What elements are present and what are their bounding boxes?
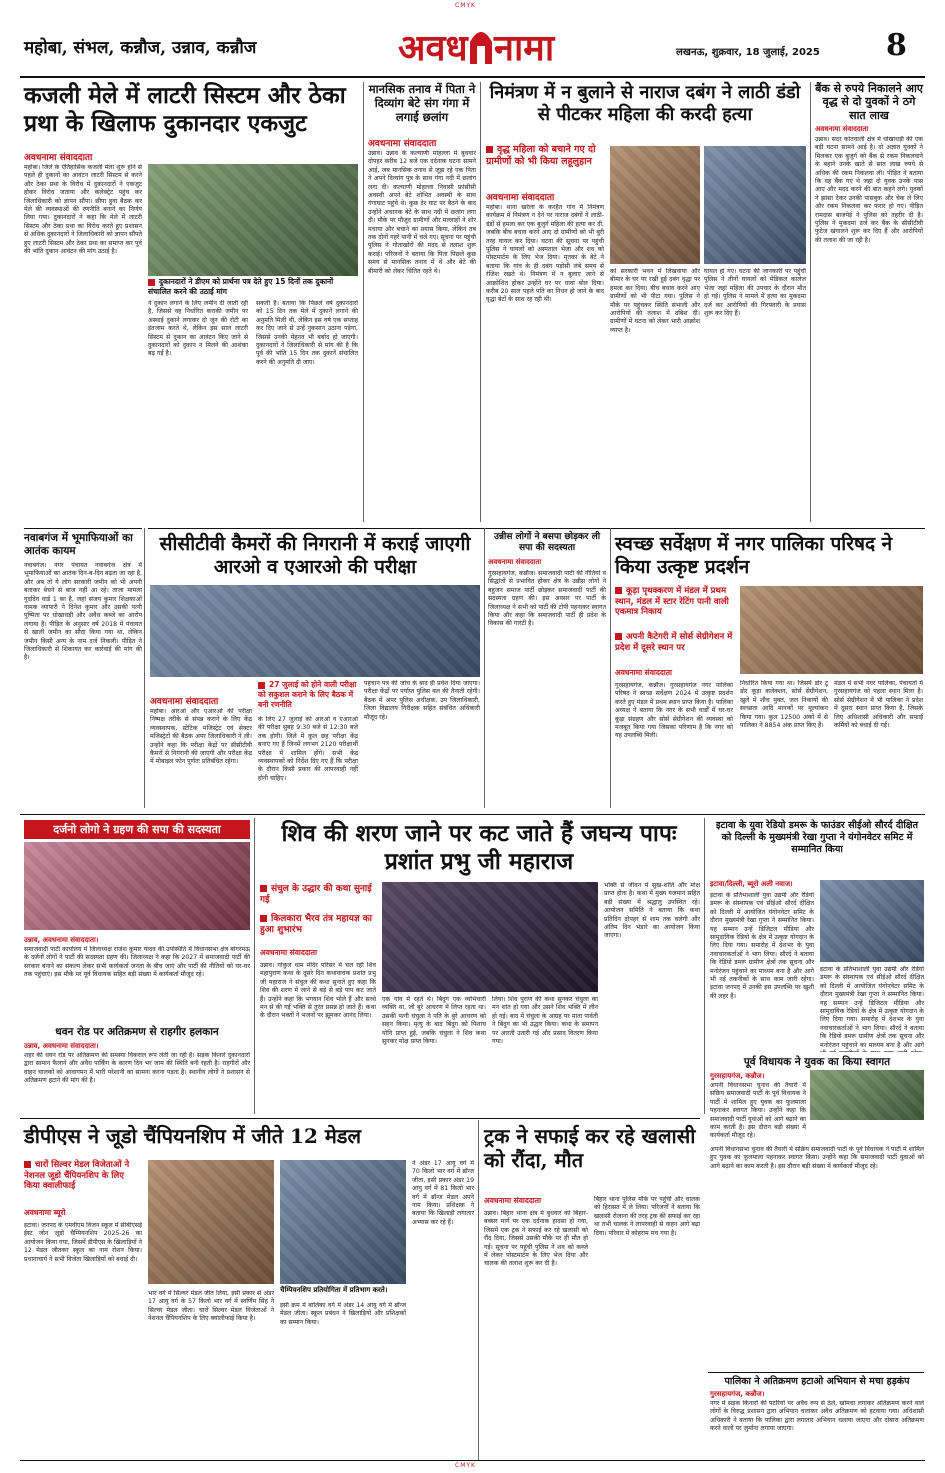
etawah-body-2: अपनी विधानसभा चुनाव की तैयारी में सक्रिय समाजवादी पार्टी के पूर्व विधायक ने पार्टी में शामिल हुए युवक का फूलमाला पहनाकर स्वागत किया। उन्होंने कहा कि समाजवादी पार्टी युवाओं को आगे बढ़ाने का काम करती है। इस दौरान बड़ी संख्या में कार्यकर्ता मौजूद रहे। — [710, 1082, 806, 1140]
sapa-body: समाजवादी पार्टी कार्यालय में जिलाध्यक्ष राजेश कुमार यादव की उपस्थिति में विधानसभा क्षेत्र बांगरमऊ के दर्जनों लोगों ने पार्टी की सदस्यता ग्रहण की। जिलाध्यक्ष ने कहा कि 2027 में समाजवादी पार्टी की सरकार बनाने का संकल्प लेकर सभी कार्यकर्ता जनता के बीच जाएं और पार्टी की नीतियों को घर-घर तक पहुंचाएं। इस मौके पर पूर्व विधायक सहित बड़ी संख्या में कार्यकर्ता मौजूद रहे। — [24, 946, 250, 979]
cctv-byline: अवधनामा संवाददाता — [150, 697, 219, 707]
nawabganj-subhead: नवाबगंज में भूमाफियाओं का आतंक कायम — [24, 532, 133, 558]
kajali-byline: अवधनामा संवाददाता — [24, 153, 93, 163]
rule-3 — [20, 814, 925, 815]
kajali-caption: दुकानदारों ने डीएम को प्रार्थना पत्र देते हुए 15 दिनों तक दुकानों संचालित करने की उठाई मांग — [148, 277, 358, 297]
bank-body: उन्नाव। सदर कोतवाली क्षेत्र में धोखाधड़ी की एक बड़ी घटना सामने आई है। दो अज्ञात युवकों ने मिलकर एक बुजुर्ग को बैंक से रकम निकलवाने के बहाने उनके खाते से सात लाख रुपये से अधिक की रकम निकलवा ली। पीड़ित ने बताया कि वह बैंक गए थे जहां दो युवक उनके पास आए और मदद करने की बात कहने लगे। युवकों ने झांसा देकर उनकी पासबुक और चेक ले लिए और रकम निकलवा कर फरार हो गए। पीड़ित रामदास बाजपेई ने पुलिस को तहरीर दी है। पुलिस ने मुकदमा दर्ज कर बैंक के सीसीटीवी फुटेज खंगालने शुरू कर दिए हैं और आरोपियों की तलाश की जा रही है। — [815, 136, 923, 244]
shiv-kicker-1: संचुल के उद्धार की कथा सुनाई गई — [260, 884, 372, 906]
dateline: लखनऊ, शुक्रवार, 18 जुलाई, 2025 — [676, 47, 820, 58]
truck-byline: अवधनामा संवाददाता — [484, 1196, 541, 1205]
logo-text-left: अवध — [398, 27, 468, 69]
col-divider-1 — [363, 82, 364, 522]
etawah-body-2-cont: अपनी विधानसभा चुनाव की तैयारी में सक्रिय समाजवादी पार्टी के पूर्व विधायक ने पार्टी में शामिल हुए युवक का फूलमाला पहनाकर स्वागत किया। उन्होंने कहा कि समाजवादी पार्टी युवाओं को आगे बढ़ाने का काम करती है। इस दौरान बड़ी संख्या में कार्यकर्ता मौजूद रहे। — [710, 1146, 924, 1170]
dps-body: इटावा। जनपद के एमवीएम विजन स्कूल में सीबीएसई ईस्ट जोन जूडो चैम्पियनशिप 2025-26 का आयोजन किया गया, जिसमें डीपीएस के खिलाड़ियों ने 12 मेडल जीतकर स्कूल का नाम रोशन किया। प्रधानाचार्य ने सभी विजेता खिलाड़ियों को बधाई दी। — [24, 1222, 142, 1263]
dps-kicker: चारों सिल्वर मेडल विजेताओं ने नेशनल जूडो चैंपियनशिप के लिए किया क्वालीफाई — [24, 1160, 130, 1192]
ganga-headline: मानसिक तनाव में पिता ने दिव्यांग बेटे संग गंगा में लगाई छलांग — [368, 82, 476, 125]
swachh-body-3: मंडल में सभी नगर पालिका, पंचायतों में गुरसहायगंज को पहला स्थान मिला है। सोर्स सेग्रीगेशन में भी पालिका ने प्रदेश में दूसरा स्थान प्राप्त किया है, जिसके लिए अधिशासी अधिकारी और सफाई कर्मियों को बधाई दी गई। — [834, 680, 923, 730]
sapa-photo — [24, 842, 250, 930]
newspaper-logo — [398, 22, 568, 68]
palika-byline: गुरसहायगंज, कन्नौज। — [710, 1390, 765, 1398]
swachh-kicker-1: कूड़ा पृथक्करण में मंडल में प्रथम स्थान, मंडल में स्टार रेटिंग पानी वाली एकमात्र निकाय — [615, 586, 729, 618]
swachh-photo — [740, 586, 923, 674]
cctv-photo — [150, 585, 480, 677]
dps-photo-2 — [280, 1160, 406, 1284]
masthead — [20, 14, 925, 74]
shiv-body-2: एक गांव में रहते थे। बिंदुग एक व्यभिचारी व्यक्ति था, जो बुरे आचरण में लिप्त रहता था। उसकी पत्नी चंचुला ने पति के बुरे आचरण को सहन किया। मृत्यु के बाद बिंदुग को पिशाच योनि प्राप्त हुई, जबकि चंचुला ने शिव कथा सुनकर मोक्ष प्राप्त किया। — [382, 996, 486, 1046]
sapa-band: दर्जनो लोगो ने ग्रहण की सपा की सदस्यता — [24, 820, 250, 839]
rule-2 — [148, 528, 925, 529]
shiv-body-4: भक्ति से जीवन में सुख-शांति और मोक्ष प्राप्त होता है। कथा में मुख्य यजमान सहित बड़ी संख्या में श्रद्धालु उपस्थित रहे। आयोजन समिति ने बताया कि कथा प्रतिदिन दोपहर से शाम तक चलेगी और अंतिम दिन भंडारे का आयोजन किया जाएगा। — [604, 882, 700, 940]
truck-headline: ट्रक ने सफाई कर रहे खलासी को रौंदा, मौत — [484, 1124, 696, 1173]
footer-rule — [20, 1460, 925, 1461]
palika-headline: पालिका ने अतिक्रमण हटाओ अभियान से मचा हड़कंप — [724, 1376, 910, 1387]
kajali-body-2: ने दुकान लगाने के लिए जमीन दी जाती रही है, जिससे वह निर्धारित कराकी जमीन पर अस्थाई दुकाने लगाकर दो जून की रोटी का इंतजाम करते थे, लेकिन इस साल लाटरी सिस्टम से दुकान का आवंटन किए जाने से दुकानदारों को दुकान न मिलने की आशंका बढ़ गई है। — [148, 300, 248, 358]
nimantran-photo-victim — [610, 146, 700, 264]
col-divider-3 — [810, 82, 811, 522]
dps-body-2: भार वर्ग में सिल्वर मेडल जीत लिया, इसी प्रकार से अंडर 17 आयु वर्ग के 57 किलो भार वर्ग में स्वर्णिम सिंह ने सिल्वर मेडल जीता। चारों सिल्वर मेडल विजेताओं ने नेशनल चैंपियनशिप के लिए क्वालीफाई किया है। — [148, 1290, 274, 1323]
etawah-byline-2: गुरसहायगंज, कन्नौज। — [710, 1072, 765, 1080]
dps-photo-1 — [148, 1160, 274, 1284]
kajali-photo — [148, 164, 358, 276]
col-divider-2 — [480, 82, 481, 522]
logo-text-right: नामा — [494, 27, 555, 69]
ganga-byline: अवधनामा संवाददाता — [368, 139, 437, 149]
swachh-body-2: निर्धारित किया गया था। जिसमें डोर टू डोर कूड़ा कलेक्शन, सोर्स सेग्रीगेशन, खुले में शौच मुक्त, जल निकायों की स्वच्छता आदि मानकों पर मूल्यांकन किया गया। कुल 12500 अंकों में से पालिका ने 8854 अंक प्राप्त किए हैं। — [740, 680, 828, 730]
col-divider-4 — [144, 528, 145, 808]
sapa-byline: उन्नाव, अवधनामा संवाददाता। — [24, 936, 99, 944]
etawah-photo — [820, 880, 924, 962]
nimantran-photo-police — [704, 146, 806, 264]
dps-caption: चैम्पियनशिप प्रतियोगिता में प्रतिभाग करते। — [280, 1286, 406, 1295]
shiv-byline: अवधनामा संवाददाता — [260, 948, 317, 957]
logo-dome-icon — [468, 24, 494, 64]
registration-mark-top: CMYK — [455, 2, 476, 9]
nimantran-kicker: वृद्ध महिला को बचाने गए दो ग्रामीणों को भी किया लहूलुहान — [486, 144, 596, 167]
nimantran-body-2: को सरकारी भवन में लिखवाया और बीमार के घर पर रखी हुई दबंग वृद्धा पर हमला कर दिया। बीच बचाव करने आए ग्रामीणों को भी पीटा गया। पुलिस ने मौके पर पहुंचकर स्थिति संभाली और आरोपियों की तलाश में दबिश दी। ग्रामीणों में घटना को लेकर भारी आक्रोश व्याप्त है। — [610, 268, 700, 334]
kajali-body-3: सकती है। बताया कि पिछले वर्ष दुकानदारों को 15 दिन तक मेले में दुकानें लगाने की अनुमति मिली थी, लेकिन इस वर्ष एक सप्ताह कर दिए जाने से उन्हें नुकसान उठाना पड़ेगा, जिससे उनकी मेहनत भी बर्बाद हो जाएगी। दुकानदारों ने जिलाधिकारी से मांग की है कि पूर्व की भांति 15 दिन तक दुकानें संचालित करने की अनुमति दी जाए। — [256, 300, 358, 366]
palika-body: नगर में सड़क किनारों की पटरियों पर अवैध रूप से ठेले, खोमचा लगाकर अतिक्रमण करने वाले लोगों के विरुद्ध प्रशासन द्वारा अभियान चलाकर अवैध अतिक्रमण को हटवाया गया। अधिशासी अधिकारी ने बताया कि पालिका द्वारा लगातार अभियान चलाया जाएगा और दोबारा अतिक्रमण करने वालों पर जुर्माना लगाया जाएगा। — [710, 1400, 924, 1433]
swachh-body: गुरसहायगंज, कन्नौज। गुरसहायगंज नगर पालिका परिषद ने स्वच्छ सर्वेक्षण 2024 में उत्कृष्ट प्रदर्शन करते हुए मंडल में प्रथम स्थान प्राप्त किया है। पालिका अध्यक्ष ने बताया कि नगर के सभी वार्डों में घर-घर कूड़ा संग्रहण और सोर्स सेग्रीगेशन की व्यवस्था को मजबूत किया गया जिसका परिणाम है कि नगर को यह उपलब्धि मिली। — [615, 682, 733, 740]
nimantran-headline: निमंत्रण में न बुलाने से नाराज दबंग ने लाठी डंडो से पीटकर महिला की करदी हत्या — [489, 82, 801, 125]
page-number: 8 — [886, 28, 907, 63]
ganga-body: उन्नाव। उन्नाव के कल्याणी मोहल्ला में बुधवार दोपहर करीब 12 बजे एक दर्दनाक घटना सामने आई, जब मानसिक तनाव से जूझ रहे एक पिता ने अपने दिव्यांग पुत्र के साथ गंगा नदी में छलांग लगा दी। कल्याणी मोहल्ला निवासी फ्रांसीसी अवस्थी अपने बेटे शोभित अवस्थी के साथ गंगाघाट पहुंचे थे। कुछ देर घाट पर बैठने के बाद उन्होंने अचानक बेटे के साथ नदी में छलांग लगा दी। मौके पर मौजूद ग्रामीणों और मल्लाहों ने शोर मचाया और बचाने का प्रयास किया, लेकिन तब तक दोनों गहरे पानी में चले गए। सूचना पर पहुंची पुलिस ने गोताखोरों की मदद से तलाश शुरू कराई। परिजनों ने बताया कि पिता पिछले कुछ समय से मानसिक तनाव में थे और बेटे की बीमारी को लेकर चिंतित रहते थे। — [368, 150, 476, 275]
dps-body-3: इसी क्रम में बालिका वर्ग में अंडर 14 आयु वर्ग में ब्रॉन्ज मेडल जीता। स्कूल प्रबंधन ने खिलाड़ियों और प्रशिक्षकों का सम्मान किया। — [280, 1302, 406, 1326]
shiv-headline: शिव की शरण जाने पर कट जाते हैं जघन्य पापः प्रशांत प्रभु जी महाराज — [281, 820, 677, 876]
etawah-photo-2 — [810, 1070, 924, 1120]
cctv-body-2: के लिए 27 जुलाई को आरओ व एआरओ की परीक्षा सुबह 9:30 बजे से 12:30 बजे तक होगी। जिले में कुल छह परीक्षा केंद्र बनाए गए हैं जिनमें लगभग 2120 परीक्षार्थी परीक्षा में शामिल होंगे। सभी केंद्र व्यवस्थापकों को निर्देश दिए गए हैं कि परीक्षा के दौरान किसी प्रकार की लापरवाही नहीं होनी चाहिए। — [258, 716, 358, 782]
shiv-body-3: लिया। शिव पुराण की कथा सुनकर चंचुला का मन शांत हो गया और उसने शिव भक्ति में लीन हो गई। बाद में चंचुला के आग्रह पर माता पार्वती ने बिंदुग का भी उद्धार किया। कथा के समापन पर आरती उतारी गई और प्रसाद वितरण किया गया। — [492, 996, 598, 1046]
shiv-body: उन्नाव। गोकुल धाम मंदिर परिसर में चल रही शिव महापुराण कथा के दूसरे दिन कथावाचक प्रशांत प्रभु जी महाराज ने संचुल की कथा सुनाते हुए कहा कि शिव की शरण में जाने से बड़े से बड़े पाप कट जाते हैं। उन्होंने कहा कि भगवान शिव भोले हैं और सच्चे मन से की गई भक्ति से तुरंत प्रसन्न हो जाते हैं। कथा के दौरान भक्तों ने भजनों पर झूमकर आनंद लिया। — [260, 962, 376, 1020]
rule-1 — [24, 528, 142, 529]
unnao-sp-body: गुरसहायगंज, कन्नौज। समाजवादी पार्टी की नीतियों व सिद्धांतों से प्रभावित होकर क्षेत्र के उन्नीस लोगों ने बहुजन समाज पार्टी छोड़कर समाजवादी पार्टी की सदस्यता ग्रहण की। इस अवसर पर पार्टी के जिलाध्यक्ष ने सभी को पार्टी की टोपी पहनाकर स्वागत किया और कहा कि समाजवादी पार्टी ही प्रदेश के विकास की गारंटी है। — [488, 570, 606, 628]
bank-headline: बैंक से रुपये निकालने आए वृद्ध से दो युवकों ने ठगे सात लाख — [815, 82, 923, 122]
etawah-byline: इटावा/दिल्ली, ब्यूरो अली नवाज। — [710, 880, 793, 888]
district-list: महोबा, संभल, कन्नौज, उन्नाव, कन्नौज — [24, 38, 257, 58]
kajali-headline: कजली मेले में लाटरी सिस्टम और ठेका प्रथा के खिलाफ दुकानदार एकजुट — [24, 82, 346, 138]
unnao-sp-headline: उन्नीस लोगों ने बसपा छोड़कर ली सपा की सदस्यता — [493, 532, 601, 554]
dhavan-subhead: धवन रोड पर अतिक्रमण से राहगीर हलकान — [55, 1026, 219, 1038]
swachh-byline: अवधनामा संवाददाता — [615, 668, 672, 677]
swachh-headline: स्वच्छ सर्वेक्षण में नगर पालिका परिषद ने किया उत्कृष्ट प्रदर्शन — [615, 533, 893, 579]
shiv-photo — [382, 882, 598, 992]
cctv-body: महोबा। आरओ और एआरओ की परीक्षा निष्पक्ष तरीके से संपन्न कराने के लिए केंद्र व्यवस्थापक, स्टेटिक मजिस्ट्रेट एवं सेक्टर मजिस्ट्रेटों की बैठक अपर जिलाधिकारी ने ली। उन्होंने कहा कि परीक्षा केंद्रों पर सीसीटीवी कैमरों से निगरानी की जाएगी और परीक्षा केंद्र में मोबाइल फोन पूर्णतः प्रतिबंधित रहेगा। — [150, 708, 252, 766]
cctv-body-3: पहचान पत्र की जांच के बाद ही प्रवेश दिया जाएगा। परीक्षा केंद्रों पर पर्याप्त पुलिस बल की तैनाती रहेगी। बैठक में अपर पुलिस अधीक्षक, उप जिलाधिकारी, जिला विद्यालय निरीक्षक सहित संबंधित अधिकारी मौजूद रहे। — [364, 680, 480, 721]
swachh-kicker-2: अपनी कैटेगरी में सोर्स सेग्रीगेशन में प्रदेश में दूसरे स्थान पर — [615, 632, 733, 653]
dps-body-4: ने अंडर 17 आयु वर्ग में 70 किलो भार वर्ग में ब्रॉन्ज जीता, इसी प्रकार अंडर 19 आयु वर्ग में 81 किलो भार वर्ग में ब्रॉन्ज मेडल अपने नाम किया। प्रशिक्षक ने बताया कि खिलाड़ी लगातार अभ्यास कर रहे हैं। — [412, 1160, 474, 1226]
masthead-rule — [20, 76, 925, 78]
shiv-kicker-2: किलकारा भैरव तंत्र महायज्ञ का हुआ शुभारंभ — [260, 914, 372, 936]
dps-headline: डीपीएस ने जूडो चैंपियनशिप में जीते 12 मेडल — [24, 1124, 362, 1148]
nawabganj-body: नवाबगंज। नगर पंचायत नवाबगंज क्षेत्र में भूमाफियाओं का आतंक दिन-ब-दिन बढ़ता जा रहा है, और अब तो ये लोग सरकारी जमीन को भी अपनी बताकर बेचने से बाज नहीं आ रहे। ताजा मामला गुर्दादेव वार्ड 1 का है, जहां संजय कुमार शिक्षकाओं नामक व्यापारी ने दिनेश कुमार और उसकी पत्नी पुष्पिता पर धोखाधड़ी और अवैध कब्जे का आरोप लगाया है। पीड़ित के अनुसार वर्ष 2018 में पंचायत से खाली जमीन का सौदा किया गया था, लेकिन जमीन किसी अन्य के नाम दर्ज निकली। पीड़ित ने जिलाधिकारी से शिकायत कर कार्रवाई की मांग की है। — [24, 562, 142, 662]
cctv-caption: 27 जुलाई को होने वाली परीक्षा को सकुशल कराने के लिए बैठक में बनी रणनीति — [258, 680, 357, 709]
truck-body-2: बिहार थाना पुलिस मौके पर पहुंची और चालक को हिरासत में ले लिया। परिजनों ने बताया कि खलासी रोजाना की तरह ट्रक की सफाई कर रहा था तभी चालक ने लापरवाही से वाहन आगे बढ़ा दिया। परिवार में कोहराम मच गया है। — [594, 1196, 700, 1237]
unnao-sp-byline: अवधनामा संवाददाता — [488, 558, 542, 566]
dhavan-byline: उन्नाव, अवधनामा संवाददाता। — [24, 1042, 99, 1050]
col-divider-6 — [610, 528, 611, 808]
bank-byline: अवधनामा संवाददाता — [815, 125, 869, 133]
dhavan-body: शहर की धवन रोड पर अतिक्रमण की समस्या विकराल रूप लेती जा रही है। सड़क किनारे दुकानदारों द्वारा सामान फैलाने और अवैध पार्किंग के कारण दिन भर जाम की स्थिति बनी रहती है। राहगीरों और वाहन चालकों को आवागमन में भारी परेशानी का सामना करना पड़ता है। स्थानीय लोगों ने प्रशासन से अतिक्रमण हटाने की मांग की है। — [24, 1052, 250, 1085]
dps-byline: अवधनामा ब्यूरो — [24, 1208, 66, 1217]
col-divider-7 — [254, 818, 255, 1114]
truck-body: उन्नाव। बिहार थाना क्षेत्र में बुधवार को बिहार-बक्सर मार्ग पर एक दर्दनाक हादसा हो गया, जिसमें एक ट्रक ने सफाई कर रहे खलासी को रौंद दिया, जिससे उसकी मौके पर ही मौत हो गई। सूचना पर पहुंची पुलिस ने शव को कब्जे में लेकर पोस्टमार्टम के लिए भेज दिया और चालक की तलाश शुरू कर दी है। — [484, 1210, 588, 1268]
nimantran-byline: अवधनामा संवाददाता — [486, 193, 555, 203]
col-divider-8 — [704, 818, 705, 1114]
kajali-body: महोबा। जिले के ऐतिहासिक कजली मेला शुरू होने से पहले ही दुकानों का आवंटन लाटरी सिस्टम से करने और ठेका प्रथा के विरोध में दुकानदारों ने एकजुट होकर विरोध जताया और कलेक्ट्रेट पहुंच कर जिलाधिकारी को ज्ञापन सौंपा। छीपा हुवा बैठक कर मेले की व्यवस्थाओं की रणनीति बनाने का निर्णय लिया गया। दुकानदारों ने कहा कि मेले में लाटरी सिस्टम और ठेका प्रथा का विरोध करते हुए प्रशासन से अधिक दुकानदारों ने जिलाधिकारी को ज्ञापन सौंपते हुए लाटरी सिस्टम और ठेका प्रथा का समाप्त कर पूर्व की भांति दुकान आवंटन की मांग उठाई है। — [24, 164, 142, 256]
etawah-body: इटावा के प्रतिभाशाली युवा उद्यमी और रेडियो डमरू के संस्थापक एवं सीईओ सौरर्द दीक्षित को दिल्ली में आयोजित यंगोनवेटर समिट के दौरान मुख्यमंत्री रेखा गुप्ता ने सम्मानित किया। यह सम्मान उन्हें डिजिटल मीडिया और सामुदायिक रेडियो के क्षेत्र में उत्कृष्ट योगदान के लिए दिया गया। समारोह में देशभर के युवा नवाचारकर्ताओं ने भाग लिया। सौरर्द ने बताया कि रेडियो डमरू ग्रामीण क्षेत्रों तक सूचना और मनोरंजन पहुंचाने का माध्यम बना है और आगे भी नई तकनीकों के साथ काम जारी रहेगा। इटावा जनपद में उनकी इस उपलब्धि पर खुशी की लहर है। — [710, 892, 814, 1000]
nimantran-body: महोबा। थाना खरेला के करहैत गांव में निमंत्रण कार्यक्रम में निमंत्रण न देने पर नाराज दबंगों ने लाठी-डंडों से हमला कर एक बुजुर्ग महिला की हत्या कर दी, जबकि बीच बचाव करने आए दो ग्रामीणों को भी बुरी तरह घायल कर दिया। घटना की सूचना पर पहुंची पुलिस ने घायलों को अस्पताल भेजा और शव को पोस्टमार्टम के लिए भेज दिया। मृतका के बेटे ने बताया कि गांव के ही दबंग पड़ोसी लंबे समय से रंजिश रखते थे। निमंत्रण में न बुलाए जाने से आक्रोशित होकर उन्होंने घर पर धावा बोल दिया। करीब 20 साल पहले पति का निधन हो जाने के बाद वृद्धा बेटों के साथ रह रही थी। — [486, 204, 604, 304]
col-divider-5 — [484, 528, 485, 808]
cctv-headline: सीसीटीवी कैमरों की निगरानी में कराई जाएगी आरओ व एआरओ की परीक्षा — [159, 533, 471, 579]
etawah-body-cont: इटावा के प्रतिभाशाली युवा उद्यमी और रेडियो डमरू के संस्थापक एवं सीईओ सौरर्द दीक्षित को दिल्ली में आयोजित यंगोनवेटर समिट के दौरान मुख्यमंत्री रेखा गुप्ता ने सम्मानित किया। यह सम्मान उन्हें डिजिटल मीडिया और सामुदायिक रेडियो के क्षेत्र में उत्कृष्ट योगदान के लिए दिया गया। समारोह में देशभर के युवा नवाचारकर्ताओं ने भाग लिया। सौरर्द ने बताया कि रेडियो डमरू ग्रामीण क्षेत्रों तक सूचना और मनोरंजन पहुंचाने का माध्यम बना है और आगे — [820, 966, 924, 1049]
rule-4 — [20, 1118, 700, 1119]
col-divider-9 — [478, 1120, 479, 1460]
registration-mark-bottom: CMYK — [455, 1462, 476, 1469]
rule-5 — [708, 1372, 924, 1373]
nimantran-body-3: घायल हो गए। घटना की जानकारी पर पहुंची पुलिस ने तीनों घायलों को मेडिकल कालेज भेजा जहां महिला की उपचार के दौरान मौत हो गई। पुलिस ने मामले में हत्या का मुकदमा दर्ज कर आरोपियों की गिरफ्तारी के प्रयास शुरू कर दिए हैं। — [704, 268, 806, 318]
etawah-headline: इटावा के युवा रेडियो डमरू के फाउंडर सीईओ सौरर्द दीक्षित को दिल्ली के मुख्यमंत्री रेखा गुप्ता ने यंगोनवेटर समिट में सम्मानित किया — [715, 820, 919, 855]
etawah-subhead: पूर्व विधायक ने युवक का किया स्वागत — [743, 1056, 891, 1068]
